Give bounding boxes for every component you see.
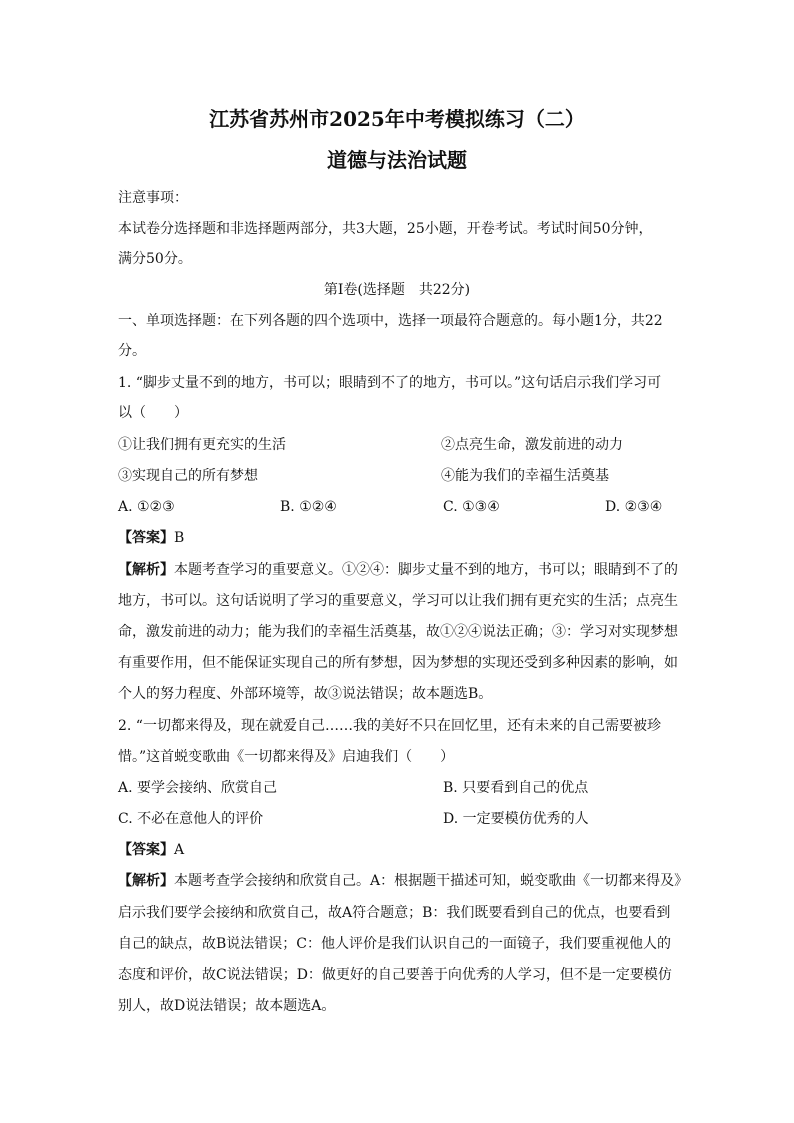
- q1-analysis-line-3: 命，激发前进的动力；能为我们的幸福生活奠基，故①②④说法正确；③：学习对实现梦想: [118, 624, 678, 640]
- q2-choice-a: A. 要学会接纳、欣赏自己: [118, 780, 278, 796]
- q2-answer-label: 【答案】: [118, 842, 174, 858]
- q1-analysis-line-5: 个人的努力程度、外部环境等，故③说法错误；故本题选B。: [118, 686, 493, 702]
- notice-heading: 注意事项：: [118, 190, 188, 206]
- exam-subtitle: 道德与法治试题: [327, 148, 467, 172]
- q1-choice-c: C. ①③④: [443, 499, 500, 515]
- q2-analysis-label: 【解析】: [118, 873, 174, 889]
- exam-title: 江苏省苏州市2025年中考模拟练习（二）: [209, 107, 585, 131]
- q1-item-1: ①让我们拥有更充实的生活: [118, 437, 286, 453]
- q1-stem-line-1: 1. “脚步丈量不到的地方，书可以；眼睛到不了的地方，书可以。”这句话启示我们学习可: [118, 375, 662, 391]
- q1-analysis-line-4: 有重要作用，但不能保证实现自己的所有梦想，因为梦想的实现还受到多种因素的影响，如: [118, 655, 678, 671]
- q2-choice-b: B. 只要看到自己的优点: [443, 780, 589, 796]
- q1-item-4: ④能为我们的幸福生活奠基: [441, 468, 609, 484]
- q1-item-3: ③实现自己的所有梦想: [118, 468, 258, 484]
- q1-choice-d: D. ②③④: [605, 499, 663, 515]
- q2-analysis-text-1: 本题考查学会接纳和欣赏自己。A：根据题干描述可知，蜕变歌曲《一切都来得及》: [174, 873, 689, 889]
- q1-answer: [118, 528, 184, 548]
- volume-title: 第Ⅰ卷(选择题 共22分): [323, 282, 471, 298]
- q1-analysis-label: 【解析】: [118, 562, 174, 578]
- q1-answer-label: 【答案】: [118, 530, 174, 546]
- q2-choice-d: D. 一定要模仿优秀的人: [443, 811, 589, 827]
- q2-analysis-line-2: 启示我们要学会接纳和欣赏自己，故A符合题意；B：我们既要看到自己的优点，也要看到: [118, 905, 671, 921]
- q2-answer-value: A: [174, 842, 185, 858]
- q2-stem-line-1: 2. “一切都来得及，现在就爱自己……我的美好不只在回忆里，还有未来的自己需要被珍: [118, 718, 661, 734]
- q1-analysis-text-1: 本题考查学习的重要意义。①②④：脚步丈量不到的地方，书可以；眼睛到不了的: [174, 562, 678, 578]
- q2-stem-line-2: 惜。”这首蜕变歌曲《一切都来得及》启迪我们（ ）: [118, 749, 455, 765]
- q1-stem-line-2: 以（ ）: [118, 405, 188, 421]
- q1-answer-value: B: [174, 530, 185, 546]
- notice-line-2: 满分50分。: [118, 251, 192, 267]
- section-instruction-2: 分。: [118, 343, 146, 359]
- section-instruction-1: 一、单项选择题：在下列各题的四个选项中，选择一项最符合题意的。每小题1分，共22: [118, 313, 663, 329]
- q1-choice-b: B. ①②④: [280, 499, 337, 515]
- q2-analysis-line-3: 自己的缺点，故B说法错误；C：他人评价是我们认识自己的一面镜子，我们要重视他人的: [118, 936, 671, 952]
- q1-choice-a: A. ①②③: [118, 499, 175, 515]
- q1-analysis-line-1: [118, 560, 678, 580]
- q2-choice-c: C. 不必在意他人的评价: [118, 811, 264, 827]
- q2-answer: [118, 840, 184, 860]
- q1-analysis-line-2: 地方，书可以。这句话说明了学习的重要意义，学习可以让我们拥有更充实的生活；点亮生: [118, 593, 678, 609]
- q1-item-2: ②点亮生命，激发前进的动力: [441, 437, 623, 453]
- notice-line-1: 本试卷分选择题和非选择题两部分，共3大题，25小题，开卷考试。考试时间50分钟，: [118, 221, 653, 237]
- q2-analysis-line-4: 态度和评价，故C说法错误；D：做更好的自己要善于向优秀的人学习，但不是一定要模仿: [118, 967, 672, 983]
- q2-analysis-line-1: [118, 871, 688, 891]
- q2-analysis-line-5: 别人，故D说法错误；故本题选A。: [118, 998, 336, 1014]
